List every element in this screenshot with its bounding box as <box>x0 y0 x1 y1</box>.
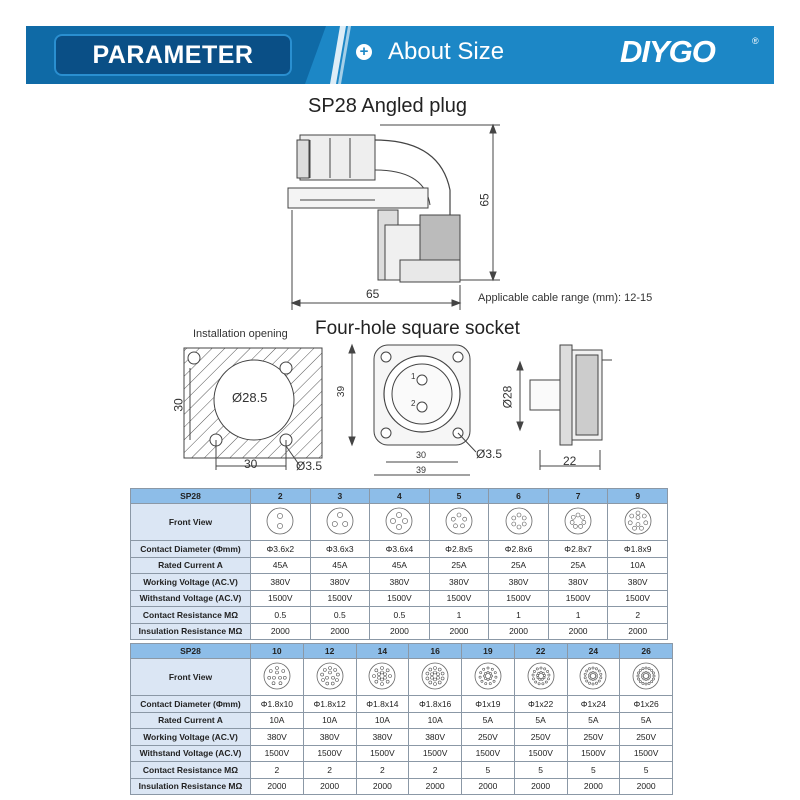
opening-hole-dim: Ø3.5 <box>296 459 323 473</box>
row-label: Rated Current A <box>131 557 251 574</box>
pin-count-header: 4 <box>370 489 430 504</box>
socket-side-drawing <box>517 345 612 470</box>
table-row <box>131 623 668 640</box>
plug-width-dim: 65 <box>366 287 380 301</box>
pin-layout-icon <box>578 661 608 691</box>
row-label: Withstand Voltage (AC.V) <box>131 745 251 762</box>
table-row <box>131 745 673 762</box>
table-cell: 380V <box>608 574 668 591</box>
table-cell: 5 <box>514 762 567 779</box>
table-cell: Φ3.6x2 <box>251 541 311 558</box>
opening-side-dim: 30 <box>171 398 186 412</box>
row-label: Rated Current A <box>131 712 251 729</box>
plug-title: SP28 Angled plug <box>308 95 468 117</box>
table-cell: 2000 <box>370 623 430 640</box>
front-view-cell <box>310 504 370 541</box>
table-cell: Φ1.8x16 <box>409 696 462 713</box>
table-cell: Φ3.6x4 <box>370 541 430 558</box>
opening-bottom-dim: 30 <box>244 457 258 471</box>
table-cell: 5 <box>462 762 515 779</box>
table-cell: 1 <box>489 607 549 624</box>
installation-opening-caption: Installation opening <box>193 328 288 340</box>
plus-circle-icon: + <box>356 44 372 60</box>
front-view-cell <box>608 504 668 541</box>
table-cell: Φ1.8x10 <box>251 696 304 713</box>
pin-2-label: 2 <box>411 399 416 408</box>
table-cell: 2 <box>251 762 304 779</box>
pin-count-header: 12 <box>303 644 356 659</box>
pin-layout-icon <box>325 506 355 536</box>
row-label: Insulation Resistance MΩ <box>131 623 251 640</box>
row-label: Contact Diameter (Φmm) <box>131 696 251 713</box>
table-cell: 380V <box>489 574 549 591</box>
table-cell: 1500V <box>489 590 549 607</box>
table-cell: 1500V <box>462 745 515 762</box>
pin-count-header: 26 <box>620 644 673 659</box>
table-cell: 2000 <box>356 778 409 795</box>
table-cell: 10A <box>356 712 409 729</box>
table-cell: 1 <box>429 607 489 624</box>
table-cell: 380V <box>251 729 304 746</box>
front-view-cell <box>409 659 462 696</box>
row-label: Insulation Resistance MΩ <box>131 778 251 795</box>
table-cell: 380V <box>251 574 311 591</box>
front-view-cell <box>567 659 620 696</box>
pin-layout-icon <box>563 506 593 536</box>
table-row <box>131 659 673 696</box>
table-cell: 0.5 <box>251 607 311 624</box>
spec-table-2 <box>130 643 673 795</box>
table-cell: 1500V <box>310 590 370 607</box>
installation-opening-drawing <box>184 348 322 470</box>
about-size-heading: About Size <box>388 38 505 65</box>
front-view-cell <box>251 504 311 541</box>
row-label: Contact Resistance MΩ <box>131 607 251 624</box>
table-cell: 2000 <box>567 778 620 795</box>
table-cell: Φ3.6x3 <box>310 541 370 558</box>
table-cell: 1500V <box>567 745 620 762</box>
table-cell: Φ1x24 <box>567 696 620 713</box>
front-view-cell <box>514 659 567 696</box>
front-view-cell <box>620 659 673 696</box>
pin-layout-icon <box>315 661 345 691</box>
table-cell: 10A <box>608 557 668 574</box>
row-label: Working Voltage (AC.V) <box>131 574 251 591</box>
socket-outer-dim: 39 <box>416 465 427 475</box>
table-row <box>131 607 668 624</box>
pin-layout-icon <box>504 506 534 536</box>
table-cell: 1500V <box>514 745 567 762</box>
pin-count-header: 10 <box>251 644 304 659</box>
table-cell: Φ1x26 <box>620 696 673 713</box>
table-cell: 2000 <box>251 623 311 640</box>
table-cell: 380V <box>356 729 409 746</box>
table-cell: 380V <box>303 729 356 746</box>
table-cell: 2000 <box>310 623 370 640</box>
table-cell: 25A <box>548 557 608 574</box>
registered-mark: ® <box>752 36 759 46</box>
table-cell: 45A <box>370 557 430 574</box>
table-cell: 2000 <box>251 778 304 795</box>
front-view-cell <box>251 659 304 696</box>
table-cell: 250V <box>514 729 567 746</box>
table-cell: 2000 <box>608 623 668 640</box>
table-row <box>131 590 668 607</box>
pin-layout-icon <box>265 506 295 536</box>
table-cell: Φ2.8x6 <box>489 541 549 558</box>
table-cell: 2 <box>356 762 409 779</box>
table-cell: 25A <box>429 557 489 574</box>
table-cell: 0.5 <box>370 607 430 624</box>
front-view-cell <box>462 659 515 696</box>
socket-side-diameter: Ø28 <box>500 385 515 409</box>
table-cell: Φ1.8x12 <box>303 696 356 713</box>
front-view-cell <box>303 659 356 696</box>
table-row <box>131 778 673 795</box>
opening-diameter: Ø28.5 <box>232 390 268 405</box>
pin-layout-icon <box>262 661 292 691</box>
table-cell: 45A <box>251 557 311 574</box>
pin-layout-icon <box>631 661 661 691</box>
row-label: Front View <box>131 659 251 696</box>
table-cell: 2 <box>409 762 462 779</box>
table-cell: 1500V <box>409 745 462 762</box>
table-cell: Φ1x22 <box>514 696 567 713</box>
table-row <box>131 504 668 541</box>
brand-logo: DIYGO <box>620 34 715 69</box>
table-cell: 1500V <box>548 590 608 607</box>
pin-layout-icon <box>420 661 450 691</box>
pin-count-header: 3 <box>310 489 370 504</box>
front-view-cell <box>548 504 608 541</box>
table-row <box>131 762 673 779</box>
table-cell: 1500V <box>370 590 430 607</box>
pin-layout-icon <box>473 661 503 691</box>
pin-count-header: 24 <box>567 644 620 659</box>
table-cell: 2000 <box>462 778 515 795</box>
table-cell: 250V <box>567 729 620 746</box>
pin-count-header: 5 <box>429 489 489 504</box>
row-label: Contact Resistance MΩ <box>131 762 251 779</box>
table-row <box>131 574 668 591</box>
table-cell: 2 <box>303 762 356 779</box>
pin-layout-icon <box>367 661 397 691</box>
table-cell: 45A <box>310 557 370 574</box>
table-cell: 5A <box>620 712 673 729</box>
pin-count-header: 14 <box>356 644 409 659</box>
pin-count-header: 7 <box>548 489 608 504</box>
table-cell: 1500V <box>356 745 409 762</box>
table-cell: 2000 <box>303 778 356 795</box>
angled-plug-drawing <box>288 125 500 310</box>
table-row <box>131 557 668 574</box>
table-cell: 1500V <box>251 745 304 762</box>
table-cell: 2000 <box>489 623 549 640</box>
table-header-row <box>131 644 673 659</box>
pin-count-header: 22 <box>514 644 567 659</box>
front-view-cell <box>370 504 430 541</box>
table-cell: 2000 <box>548 623 608 640</box>
table-cell: Φ1.8x14 <box>356 696 409 713</box>
table-cell: Φ1.8x9 <box>608 541 668 558</box>
table-row <box>131 541 668 558</box>
table-cell: 5A <box>462 712 515 729</box>
table-cell: 250V <box>462 729 515 746</box>
table-cell: 2000 <box>429 623 489 640</box>
socket-height-dim: 39 <box>336 385 348 398</box>
cable-range-note: Applicable cable range (mm): 12-15 <box>478 292 653 304</box>
table-cell: 5 <box>567 762 620 779</box>
pin-layout-icon <box>444 506 474 536</box>
table-cell: 1500V <box>303 745 356 762</box>
table-cell: 5A <box>567 712 620 729</box>
row-label: Contact Diameter (Φmm) <box>131 541 251 558</box>
table-row <box>131 712 673 729</box>
table-cell: 380V <box>429 574 489 591</box>
pin-count-header: 9 <box>608 489 668 504</box>
pin-count-header: 2 <box>251 489 311 504</box>
table-cell: 1500V <box>429 590 489 607</box>
table-cell: 1500V <box>620 745 673 762</box>
table-cell: 380V <box>409 729 462 746</box>
socket-inner-dim: 30 <box>416 450 427 460</box>
table-cell: 380V <box>370 574 430 591</box>
pin-layout-icon <box>526 661 556 691</box>
table-cell: 1500V <box>251 590 311 607</box>
table-cell: Φ1x19 <box>462 696 515 713</box>
pin-layout-icon <box>384 506 414 536</box>
table-cell: Φ2.8x7 <box>548 541 608 558</box>
parameter-badge: PARAMETER <box>92 41 254 69</box>
table-cell: 10A <box>409 712 462 729</box>
table-cell: 2 <box>608 607 668 624</box>
row-label: Working Voltage (AC.V) <box>131 729 251 746</box>
table-head-label: SP28 <box>131 644 251 659</box>
table-cell: 25A <box>489 557 549 574</box>
table-cell: 10A <box>251 712 304 729</box>
pin-layout-icon <box>623 506 653 536</box>
table-cell: Φ2.8x5 <box>429 541 489 558</box>
row-label: Withstand Voltage (AC.V) <box>131 590 251 607</box>
pin-count-header: 6 <box>489 489 549 504</box>
table-cell: 1 <box>548 607 608 624</box>
table-cell: 2000 <box>620 778 673 795</box>
table-cell: 380V <box>310 574 370 591</box>
pin-count-header: 19 <box>462 644 515 659</box>
pin-count-header: 16 <box>409 644 462 659</box>
table-cell: 1500V <box>608 590 668 607</box>
table-cell: 0.5 <box>310 607 370 624</box>
front-view-cell <box>429 504 489 541</box>
socket-hole-dim: Ø3.5 <box>476 447 503 461</box>
socket-title: Four-hole square socket <box>315 318 520 339</box>
table-row <box>131 696 673 713</box>
plug-height-dim: 65 <box>477 193 492 207</box>
table-cell: 380V <box>548 574 608 591</box>
table-cell: 250V <box>620 729 673 746</box>
table-cell: 2000 <box>409 778 462 795</box>
spec-table-1 <box>130 488 668 640</box>
table-head-label: SP28 <box>131 489 251 504</box>
front-view-cell <box>356 659 409 696</box>
table-cell: 10A <box>303 712 356 729</box>
pin-1-label: 1 <box>411 372 416 381</box>
table-header-row <box>131 489 668 504</box>
table-cell: 5 <box>620 762 673 779</box>
table-cell: 5A <box>514 712 567 729</box>
table-row <box>131 729 673 746</box>
table-cell: 2000 <box>514 778 567 795</box>
row-label: Front View <box>131 504 251 541</box>
front-view-cell <box>489 504 549 541</box>
square-socket-drawing <box>349 345 476 475</box>
socket-side-depth: 22 <box>563 454 577 468</box>
